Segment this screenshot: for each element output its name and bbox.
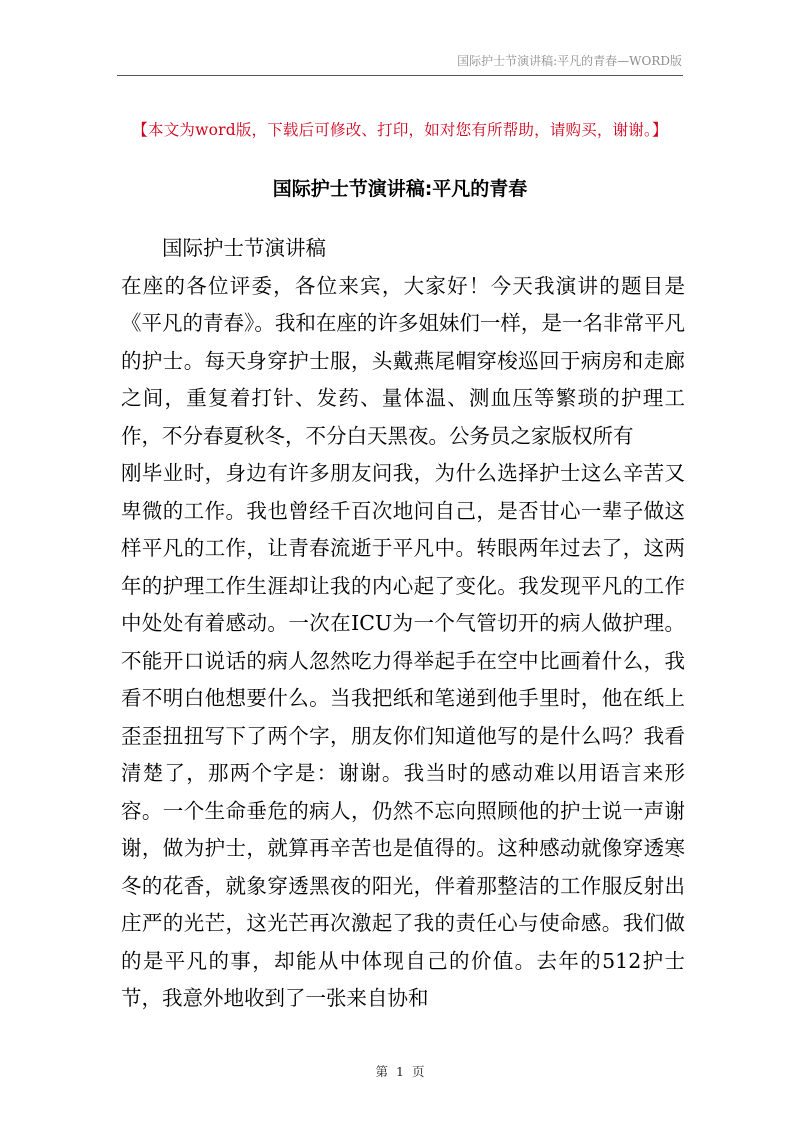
page-footer: [0, 1062, 800, 1080]
footer-prefix: 第: [375, 1064, 389, 1079]
subtitle-paragraph: 国际护士节演讲稿: [162, 236, 326, 260]
document-body: [121, 230, 685, 1018]
download-notice: 【本文为word版，下载后可修改、打印，如对您有所帮助，请购买，谢谢。】: [132, 121, 668, 139]
body-paragraph: 在座的各位评委，各位来宾，大家好！今天我演讲的题目是《平凡的青春》。我和在座的许多姐妹们一样，是一名非常平凡的护士。每天身穿护士服，头戴燕尾帽穿梭巡回于病房和走廊之间，重复着打针、发药、量体温、测血压等繁琐的护理工作，不分春夏秋冬，不分白天黑夜。公务员之家版权所有: [121, 273, 685, 448]
document-title: 国际护士节演讲稿:平凡的青春: [272, 178, 528, 200]
body-paragraph: 刚毕业时，身边有许多朋友问我，为什么选择护士这么辛苦又卑微的工作。我也曾经千百次地问自己，是否甘心一辈子做这样平凡的工作，让青春流逝于平凡中。转眼两年过去了，这两年的护理工作生涯却让我的内心起了变化。我发现平凡的工作中处处有着感动。一次在ICU为一个气管切开的病人做护理。不能开口说话的病人忽然吃力得举起手在空中比画着什么，我看不明白他想要什么。当我把纸和笔递到他手里时，他在纸上歪歪扭扭写下了两个字，朋友你们知道他写的是什么吗？我看清楚了，那两个字是：谢谢。我当时的感动难以用语言来形容。一个生命垂危的病人，仍然不忘向照顾他的护士说一声谢谢，做为护士，就算再辛苦也是值得的。这种感动就像穿透寒冬的花香，就象穿透黑夜的阳光，伴着那整洁的工作服反射出庄严的光芒，这光芒再次激起了我的责任心与使命感。我们做的是平凡的事，却能从中体现自己的价值。去年的512护士节，我意外地收到了一张来自协和: [121, 461, 685, 1010]
running-header: 国际护士节演讲稿:平凡的青春—WORD版: [457, 54, 682, 68]
header-divider: [117, 75, 683, 76]
footer-suffix: 页: [411, 1064, 425, 1079]
page-number: 1: [396, 1064, 404, 1079]
